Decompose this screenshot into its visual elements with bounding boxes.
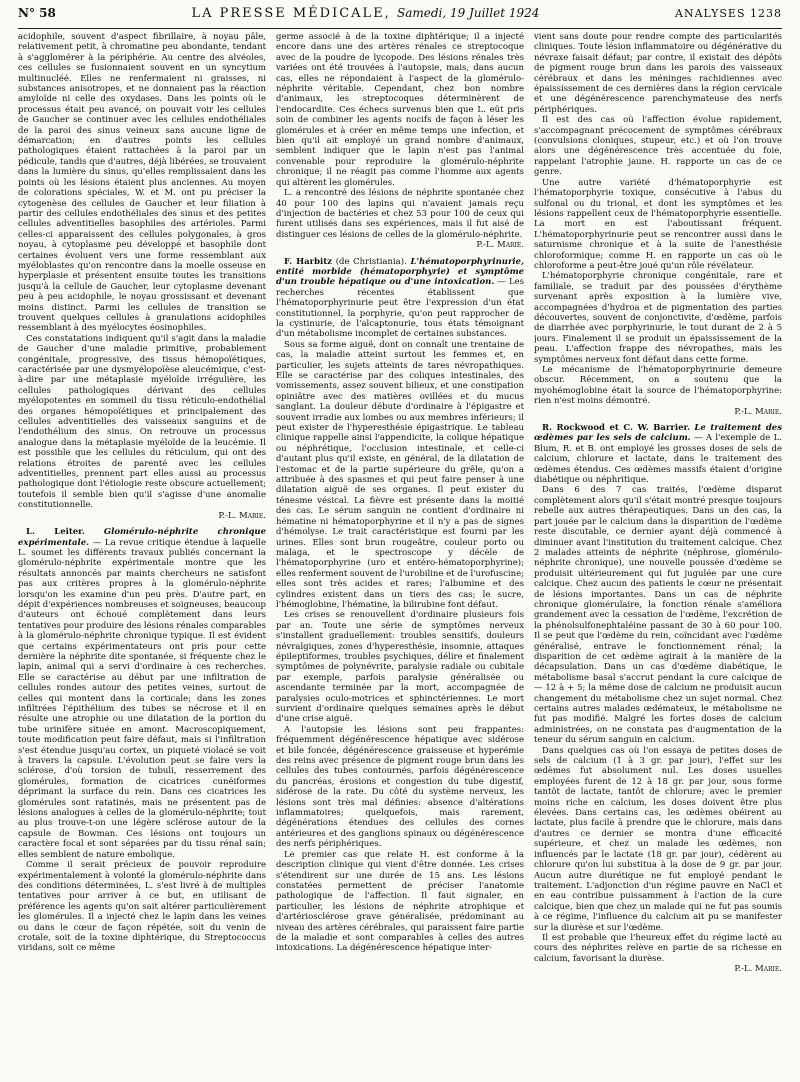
paragraph: Les crises se renouvellent d'ordinaire plusieurs fois par an. Toute une série de symptômes nerveux s'installent graduellement: troubles sensitifs, douleurs névralgiques, zones d'hyperesthésie, insomnie, attaques épileptiformes, troubles psychiques, délire et finalement symptômes de polynévrite, paralysie radiale ou cubitale par exemple, parfois paralysie généralisée ou ascendante terminée par la mort, accompagnée de paralysies oculo-motrices et sphinctériennes. Le mort survient d'ordinaire quelques semaines après le début d'une crise aiguë. (276, 610, 524, 725)
article-title: Glomérulo-néphrite chronique expérimentale. (18, 527, 266, 548)
article-author: L. Leiter. (26, 527, 85, 538)
paragraph: Sous sa forme aiguë, dont on connaît une trentaine de cas, la maladie atteint surtout les femmes et, en particulier, les sujets atteints de tares névropathiques. Elle se caractérise par des coliques intestinales, des vomissements, assez souvent bilieux, et une constipation opiniâtre avec des matières ovillées et du mucus sanglant. La douleur débute d'ordinaire à l'épigastre et souvent irradie aux lombes ou aux membres inférieurs; il peut exister de l'hyperesthésie épigastrique. Le tableau clinique rappelle ainsi l'appendicite, la colique hépatique ou néphrétique, l'occlusion intestinale, et celle-ci d'autant plus qu'il existe, en général, de la dilatation de l'estomac et de la partie supérieure du grêle, qu'on a attribuée à des spasmes et qui peut faire penser à une dilatation aiguë de ses organes. Il peut exister du ténesme vésical. La fièvre est présente dans la moitié des cas. Le sérum sanguin ne contient d'ordinaire ni hématine ni hématoporphyrine et il n'y a pas de signes d'hémolyse. Le trait caractéristique est fourni par les urines. Elles sont brun rougeâtre, couleur porto ou malaga, et le spectroscope y décèle de l'hématoporphyrine (uro et entéro-hématoporphyrine); elles renferment souvent de l'urobiline et de l'urofuscine; elles sont très acides et rares; l'albumine et des cylindres existent dans un tiers des cas; le sucre, l'hémoglobine, l'hématine, la bilirubine font défaut. (276, 339, 524, 610)
journal-name: LA PRESSE MÉDICALE, (191, 6, 391, 21)
page-header (18, 6, 782, 29)
paragraph: Il est des cas où l'affection évolue rapidement, s'accompagnant précocement de symptômes cérébraux (convulsions cloniques, stupeur, etc.) et où l'on trouve alors une dégénérescence très accentuée du foie, rappelant l'atrophie jaune. H. rapporte un cas de ce genre. (534, 115, 782, 178)
article-affiliation: (de Christiania). (335, 256, 407, 267)
article-title: Le traitement des œdèmes par les sels de calcium. (534, 423, 782, 444)
paragraph: Les recherches récentes établissent que l'hématoporphyrinurie peut être l'expression d'un état constitutionnel, la porphyrie, qu'on peut rapprocher de la cystinurie, de l'alcaptonurie, tous états témoignant d'un métabolisme incomplet de certaines substances. (276, 277, 524, 340)
article-harbitz (276, 257, 524, 954)
paragraph: Dans quelques cas où l'on essaya de petites doses de sels de calcium (1 à 3 gr. par jour), l'effet sur les œdèmes fut absolument nul. Les doses usuelles employées furent de 12 à 18 gr. par jour, sous forme tantôt de lactate, tantôt de chlorure; avec le premier moins riche en calcium, les doses doivent être plus élevées. Dans certains cas, les œdèmes obéirent au lactate, plus facile à prendre que le chlorure, mais dans d'autres ce dernier se montra d'une efficacité supérieure, et chez un malade les œdèmes, non influencés par le lactate (18 gr. par jour), cédèrent au chlorure qu'on lui substitua à la dose de 9 gr. par jour. Aucun autre diurétique ne fut employé pendant le traitement. L'adjonction d'un régime pauvre en NaCl et en eau contribue puissamment à l'action de la cure calcique, bien que chez un malade qui ne fut pas soumis à ce régime, l'influence du calcium ait pu se manifester sur la diurèse et sur l'œdème. (534, 745, 782, 933)
article-title: L'hématoporphyrinurie, entité morbide (hématoporphyrie) et symptôme d'un trouble hépatique ou d'une intoxication. (276, 256, 524, 288)
paragraph: acidophile, souvent d'aspect fibrillaire, à noyau pâle, relativement petit, à chromatine peu abondante, tendant à s'agglomérer à la périphérie. Au centre des alvéoles, ces cellules se fusionnaient souvent en un syncytium multinucléé. Elles ne renfermaient ni graisses, ni substances anisotropes, et ne donnaient pas la réaction amyloïde ni celle des oxydases. Dans les points où le processus était peu avancé, on pouvait voir les cellules de Gaucher se continuer avec les cellules endothéliales de la paroi des sinus veineux sans aucune ligne de démarcation; en d'autres points les cellules pathologiques étaient rattachées à la paroi par un pédicule, tandis que d'autres, déjà libérées, se trouvaient dans la lumière du sinus, qu'elles remplissaient dans les points où les lésions étaient plus anciennes. Au moyen de colorations spéciales, W. et M. ont pu préciser la cytogenèse des cellules de Gaucher et leur filiation à partir des cellules endothéliales des sinus et des petites cellules adventitielles basophiles des artérioles. Parmi celles-ci apparaissent des cellules polygonales, à gros noyau, à cytoplasme peu développé et basophile dont certaines évoluent vers une forme ressemblant aux myéloblastes qu'on rencontre dans la moelle osseuse en hyperplasie et présentent ensuite toutes les transitions jusqu'à la cellule de Gaucher, leur cytoplasme devenant peu à peu acidophile, le noyau grossissant et devenant moins distinct. Parmi les cellules de transition se trouvent quelques cellules à granulations acidophiles ressemblant à des myélocytes éosinophiles. (18, 32, 266, 334)
issue-date: Samedi, 19 Juillet 1924 (396, 6, 540, 20)
signature: P.-L. Marie. (218, 510, 266, 521)
article-leiter (18, 527, 266, 954)
text-columns (18, 32, 782, 1076)
signature: P.-L. Marie. (734, 964, 782, 975)
paragraph: Le mécanisme de l'hématoporphyrinurie demeure obscur. Récemment, on a soutenu que la myohémoglobine était la source de l'hématoporphyrine: rien n'est moins démontré. (534, 365, 782, 407)
paragraph: L'hématoporphyrie chronique congénitale, rare et familiale, se traduit par des poussées d'érythème survenant après exposition à la lumière vive, accompagnées d'hydroa et de pigmentation des parties découvertes, souvent de conjonctivite, d'œdème, parfois de diarrhée avec porphyrinurie, le tout durant de 2 à 5 jours. Finalement il se produit un épaississement de la peau. L'affection frappe des névropathes, mais les symptômes nerveux font défaut dans cette forme. (534, 271, 782, 365)
paragraph: Le premier cas que relate H. est conforme à la description clinique qui vient d'être donnée. Les crises s'étendirent sur une durée de 15 ans. Les lésions constatées permettent de préciser l'anatomie pathologique de l'affection. Il faut signaler, en particulier, les lésions de néphrite atrophique et d'artériosclérose grave généralisée, prédominant au niveau des artères cérébrales, qui paraissent faire partie de la maladie et sont comparables à celles des autres intoxications. La dégénérescence hépatique inter- (276, 849, 524, 954)
paragraph: vient sans doute pour rendre compte des particularités cliniques. Toute lésion inflammatoire ou dégénérative du névraxe faisait défaut; par contre, il existait des dépôts de pigment rouge brun dans les parois des vaisseaux cérébraux et dans les méninges rachidiennes avec épaississement de ces dernières dans la région cervicale et une dégénérescence parenchymateuse des nerfs périphériques. (534, 32, 782, 115)
article-heading: F. Harbitz (de Christiania). L'hématoporphyrinurie, entité morbide (hématoporphyrie) et symptôme d'un trouble hépatique ou d'une intoxication. — Les recherches récentes établissent que l'hématoporphyrinurie peut être l'expression d'un état constitutionnel, la porphyrie, qu'on peut rapprocher de la cystinurie, de l'alcaptonurie, tous états témoignant d'un métabolisme incomplet de certaines substances. (276, 256, 524, 340)
paragraph: La revue critique étendue à laquelle L. soumet les différents travaux publiés concernant la glomérulo-néphrite expérimentale montre que les résultats annoncés par maints chercheurs ne satisfont pas aux critères propres à la glomérulo-néphrite lorsqu'on les examine d'un peu près. D'autre part, en dépit d'expériences nombreuses et soigneuses, beaucoup d'auteurs ont échoué complètement dans leurs tentatives pour produire des lésions rénales comparables à la glomérulo-néphrite chronique typique. Il est évident que certains expérimentateurs ont pris pour cette dernière la néphrite dite spontanée, si fréquente chez le lapin, animal qui a servi d'ordinaire à ces recherches. Elle se caractérise au début par une infiltration de cellules rondes autour des petites veines, surtout de celles qui montent dans la corticale; dans les zones infiltrées l'épithélium des tubes se nécrose et il en résulte une atrophie ou une dilatation de la portion du tube urinifère située en amont. Macroscopiquement, toute modification peut faire défaut, mais si l'infiltration s'est étendue jusqu'au cortex, un piqueté violacé se voit à travers la capsule. L'évolution peut se faire vers la sclérose, d'où torsion de tubuli, resserrement des glomérules, formation de cicatrices cunéiformes déprimant la surface du rein. Dans ces cicatrices les glomérules sont ratatinés, mais ne présentent pas de lésions analogues à celles de la glomérulo-néphrite; tout au plus trouve-t-on une légère sclérose autour de la capsule de Bowman. Ces lésions ont toujours un caractère focal et sont séparées par du tissu rénal sain; elles semblent de nature embolique. (18, 537, 266, 860)
paragraph: Dans 6 des 7 cas traités, l'œdème disparut complètement alors qu'il s'était montré presque toujours rebelle aux autres thérapeutiques. Dans un des cas, la part jouée par le calcium dans la disparition de l'œdème reste discutable, ce dernier ayant déjà commencé à diminuer avant l'institution du traitement calcique. Chez 2 malades atteints de néphrite (néphrose, glomérulo-néphrite chronique), une nouvelle poussée d'œdème se produisit ultérieurement qui fut jugulée par une cure calcique. Chez aucun des patients le cœur ne présentait de lésions importantes. Dans un cas de néphrite chronique glomérulaire, la fonction rénale s'améliora grandement avec la cessation de l'œdème, l'excrétion de la phénolsulfonephtaléine passant de 30 à 60 pour 100. Il se peut que l'œdème du rein, coïncidant avec l'œdème généralisé, entrave le fonctionnement rénal; la disparition de cet œdème agirait à la manière de la décapsulation. Dans un cas d'œdème diabétique, le métabolisme basal s'accrut pendant la cure calcique de — 12 à + 5; la même dose de calcium ne produisit aucun changement du métabolisme chez un sujet normal. Chez certains autres malades œdémateux, le métabolisme ne fut pas modifié. Malgré les fortes doses de calcium administrées, on ne constata pas d'augmentation de la teneur du sérum sanguin en calcium. (534, 485, 782, 746)
column-1 (18, 32, 266, 1076)
column-3 (534, 32, 782, 1076)
issue-number: N° 58 (18, 6, 56, 20)
column-2 (276, 32, 524, 1076)
paragraph: A l'autopsie les lésions sont peu frappantes: fréquemment dégénérescence hépatique avec sidérose et bile foncée, dégénérescence graisseuse et hyperémie des reins avec présence de pigment rouge brun dans les cellules des tubes contournés, parfois dégénérescence du pancréas, érosions et congestion du tube digestif, sidérose de la rate. Du côté du système nerveux, les lésions sont très mal définies: absence d'altérations inflammatoires; quelquefois, mais rarement, dégénérations étendues des cellules des cornes antérieures et des ganglions spinaux ou dégénérescence des nerfs périphériques. (276, 724, 524, 850)
article-rockwood (534, 423, 782, 975)
page-number: ANALYSES 1238 (675, 7, 782, 20)
paragraph: Une autre variété d'hématoporphyrie est l'hématoporphyrie toxique, consécutive à l'abus du sulfonal ou du trional, et dont les symptômes et les lésions rappellent ceux de l'hématoporphyrie essentielle. La mort en est l'aboutissant fréquent. L'hématoporphyrinurie peut se rencontrer aussi dans le saturnisme chronique et à la suite de l'anesthésie chloroformique; comme H. en rapporte un cas où le chloroforme a peut-être joué qu'un rôle révélateur. (534, 177, 782, 271)
paragraph: germe associé à de la toxine diphtérique; il a injecté encore dans une des artères rénales ce streptocoque avec de la poudre de lycopode. Des lésions rénales très variées ont été trouvées à l'autopsie, mais, dans aucun cas, elles ne répondaient à l'aspect de la glomérulo-néphrite véritable. Cependant, chez bon nombre d'animaux, les streptocoques déterminèrent de l'endocardite. Ces échecs survenus bien que L. eût pris soin de combiner les agents nocifs de façon à léser les glomérules et à créer en même temps une infection, et bien qu'il ait employé un grand nombre d'animaux, semblent indiquer que le lapin n'est pas l'animal convenable pour reproduire la glomérulo-néphrite chronique; il ne réagit pas comme l'homme aux agents qui altèrent les glomérules. (276, 32, 524, 188)
journal-title (191, 6, 539, 21)
article-author: R. Rockwood et C. W. Barrier. (542, 423, 691, 434)
paragraph: Comme il serait précieux de pouvoir reproduire expérimentalement à volonté la glomérulo-néphrite dans des conditions déterminées, L. s'est livré à de multiples tentatives pour arriver à ce but, en utilisant de préférence les agents qu'on sait altérer particulièrement les glomérules. Il a injecté chez le lapin dans les veines ou dans le cœur de façon répétée, soit du venin de crotale, soit de la toxine diphtérique, du Streptococcus viridans, soit ce même (18, 860, 266, 954)
paragraph: L. a rencontré des lésions de néphrite spontanée chez 40 pour 100 des lapins qui n'avaient jamais reçu d'injection de bactéries et chez 53 pour 100 de ceux qui furent utilisés dans ses expériences, mais il fut aisé de distinguer ces lésions de celles de la glomérulo-néphrite. (276, 188, 524, 240)
signature: P.-L. Marie. (734, 406, 782, 417)
paragraph: Il est probable que l'heureux effet du régime lacté au cours des néphrites relève en partie de sa richesse en calcium, favorisant la diurèse. (534, 932, 782, 964)
article-author: F. Harbitz (284, 256, 333, 267)
signature: P.-L. Marie. (476, 240, 524, 251)
paragraph: A l'exemple de L. Blum, R. et B. ont employé les grosses doses de sels de calcium, chlorure et lactate, dans le traitement des œdèmes étendus. Ces œdèmes massifs étaient d'origine diabétique ou néphritique. (534, 433, 782, 486)
paragraph: Ces constatations indiquent qu'il s'agit dans la maladie de Gaucher d'une maladie primitive, probablement congénitale, progressive, des tissus hémopoïétiques, caractérisée par une dysmyélopoïèse aleucémique, c'est-à-dire par une métaplasie myéloïde irrégulière, les cellules pathologiques dérivant des cellules myélopotentes en sommeil du tissu réticulo-endothélial des organes hémopoïétiques et principalement des cellules adventitielles des vaisseaux sanguins et de l'endothélium des sinus. On retrouve un processus analogue dans la métaplasie myéloïde de la leucémie. Il est possible que les cellules du réticulum, qui ont des relations étroites de parenté avec les cellules adventitielles, prennent part elles aussi au processus pathologique dont l'étiologie reste obscure actuellement; toutefois il semble bien qu'il s'agisse d'une anomalie constitutionnelle. (18, 333, 266, 511)
article-heading: R. Rockwood et C. W. Barrier. Le traitement des œdèmes par les sels de calcium. — A l'exemple de L. Blum, R. et B. ont employé les grosses doses de sels de calcium, chlorure et lactate, dans le traitement des œdèmes étendus. Ces œdèmes massifs étaient d'origine diabétique ou néphritique. (534, 423, 782, 486)
article-heading: L. Leiter. Glomérulo-néphrite chronique expérimentale. — La revue critique étendue à laquelle L. soumet les différents travaux publiés concernant la glomérulo-néphrite expérimentale montre que les résultats annoncés par maints chercheurs ne satisfont pas aux critères propres à la glomérulo-néphrite lorsqu'on les examine d'un peu près. D'autre part, en dépit d'expériences nombreuses et soigneuses, beaucoup d'auteurs ont échoué complètement dans leurs tentatives pour produire des lésions rénales comparables à la glomérulo-néphrite chronique typique. Il est évident que certains expérimentateurs ont pris pour cette dernière la néphrite dite spontanée, si fréquente chez le lapin, animal qui a servi d'ordinaire à ces recherches. Elle se caractérise au début par une infiltration de cellules rondes autour des petites veines, surtout de celles qui montent dans la corticale; dans les zones infiltrées l'épithélium des tubes se nécrose et il en résulte une atrophie ou une dilatation de la portion du tube urinifère située en amont. Macroscopiquement, toute modification peut faire défaut, mais si l'infiltration s'est étendue jusqu'au cortex, un piqueté violacé se voit à travers la capsule. L'évolution peut se faire vers la sclérose, d'où torsion de tubuli, resserrement des glomérules, formation de cicatrices cunéiformes déprimant la surface du rein. Dans ces cicatrices les glomérules sont ratatinés, mais ne présentent pas de lésions analogues à celles de la glomérulo-néphrite; tout au plus trouve-t-on une légère sclérose autour de la capsule de Bowman. Ces lésions ont toujours un caractère focal et sont séparées par du tissu rénal sain; elles semblent de nature embolique. (18, 527, 266, 860)
